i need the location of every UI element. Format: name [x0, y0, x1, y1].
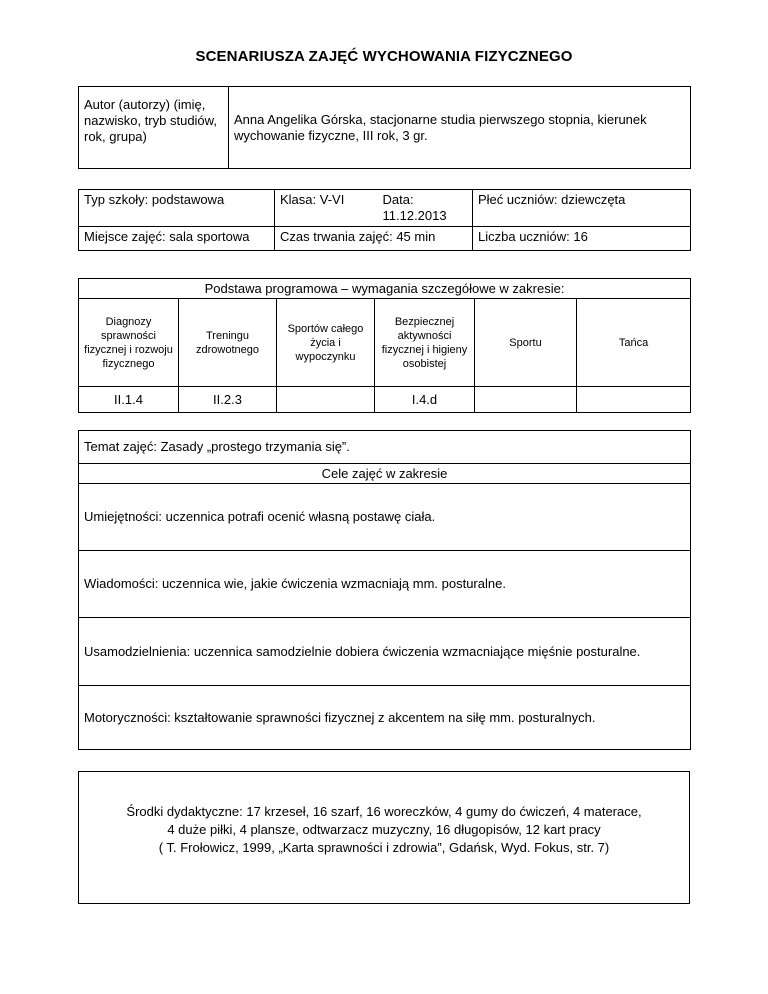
class-level: Klasa: V-VI — [275, 190, 353, 227]
goals-table — [78, 430, 691, 750]
value-health-training: II.2.3 — [179, 387, 277, 413]
curriculum-table — [78, 278, 691, 413]
author-value: Anna Angelika Górska, stacjonarne studia pierwszego stopnia, kierunek wychowanie fizyczne, III rok, 3 gr. — [229, 87, 691, 169]
lesson-place: Miejsce zajęć: sala sportowa — [79, 227, 275, 251]
column-dance: Tańca — [577, 299, 691, 387]
means-line-1: Środki dydaktyczne: 17 krzeseł, 16 szarf, 16 woreczków, 4 gumy do ćwiczeń, 4 materace, — [126, 804, 642, 819]
lesson-topic: Temat zajęć: Zasady „prostego trzymania się”. — [79, 431, 691, 464]
student-count: Liczba uczniów: 16 — [473, 227, 691, 251]
goal-independence: Usamodzielnienia: uczennica samodzielnie dobiera ćwiczenia wzmacniające mięśnie posturalne. — [79, 618, 691, 686]
date-value: 11.12.2013 — [382, 208, 447, 223]
goal-skills: Umiejętności: uczennica potrafi ocenić własną postawę ciała. — [79, 484, 691, 551]
school-type: Typ szkoły: podstawowa — [79, 190, 275, 227]
column-sport: Sportu — [475, 299, 577, 387]
author-table — [78, 86, 691, 169]
value-lifetime-sports — [277, 387, 375, 413]
goal-motor: Motoryczności: kształtowanie sprawności fizycznej z akcentem na siłę mm. posturalnych. — [79, 686, 691, 750]
column-diagnosis: Diagnozy sprawności fizycznej i rozwoju fizycznego — [79, 299, 179, 387]
column-lifetime-sports: Sportów całego życia i wypoczynku — [277, 299, 375, 387]
lesson-date — [353, 190, 473, 227]
page-title: SCENARIUSZA ZAJĘĆ WYCHOWANIA FIZYCZNEGO — [195, 48, 573, 65]
means-line-3: ( T. Frołowicz, 1999, „Karta sprawności i zdrowia”, Gdańsk, Wyd. Fokus, str. 7) — [158, 840, 610, 855]
school-info-table — [78, 189, 691, 251]
value-safety-hygiene: I.4.d — [375, 387, 475, 413]
value-dance — [577, 387, 691, 413]
column-health-training: Treningu zdrowotnego — [179, 299, 277, 387]
column-safety-hygiene: Bezpiecznej aktywności fizycznej i higieny osobistej — [375, 299, 475, 387]
author-label: Autor (autorzy) (imię, nazwisko, tryb studiów, rok, grupa) — [79, 87, 229, 169]
goal-knowledge: Wiadomości: uczennica wie, jakie ćwiczenia wzmacniają mm. posturalne. — [79, 551, 691, 618]
curriculum-header: Podstawa programowa – wymagania szczegółowe w zakresie: — [79, 279, 691, 299]
lesson-duration: Czas trwania zajęć: 45 min — [275, 227, 473, 251]
value-diagnosis: II.1.4 — [79, 387, 179, 413]
value-sport — [475, 387, 577, 413]
student-gender: Płeć uczniów: dziewczęta — [473, 190, 691, 227]
goals-header: Cele zajęć w zakresie — [79, 464, 691, 484]
date-label: Data: — [382, 192, 414, 207]
means-line-2: 4 duże piłki, 4 plansze, odtwarzacz muzyczny, 16 długopisów, 12 kart pracy — [167, 822, 601, 837]
teaching-means-box — [78, 771, 690, 904]
